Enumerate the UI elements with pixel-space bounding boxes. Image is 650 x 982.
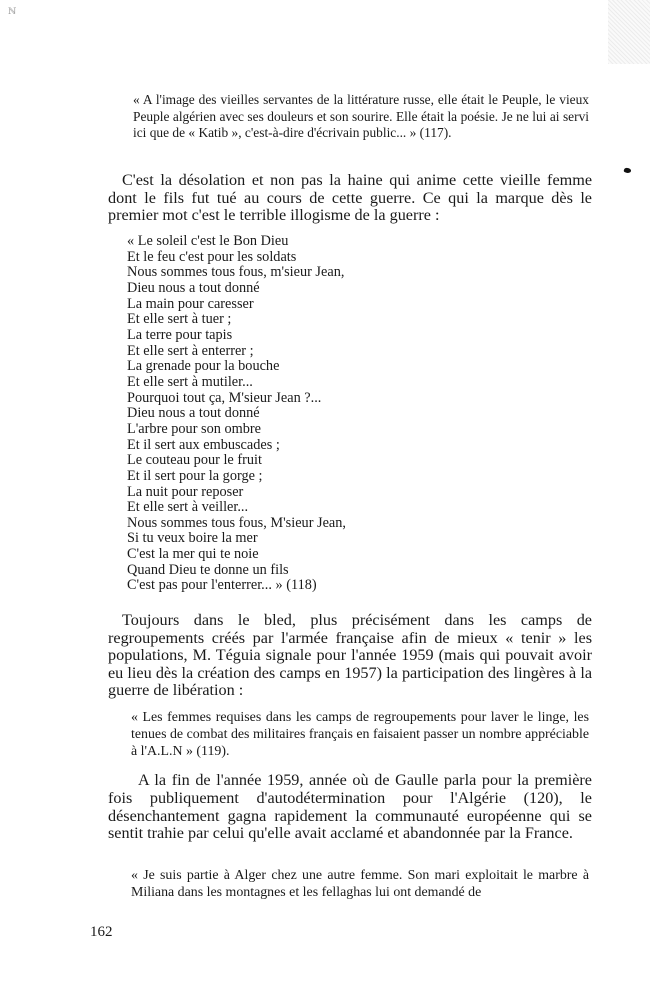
quote-2-citation: » (119). — [182, 743, 230, 759]
poem-line: Dieu nous a tout donné — [127, 405, 260, 422]
quote-2-acronym: A.L.N — [147, 743, 183, 759]
ink-speck — [623, 167, 631, 174]
paragraph-1: C'est la désolation et non pas la haine qui anime cette vieille femme dont le fils fut tué au cours de cette guerre. Ce qui la marque dès le premier mot c'est le terrible illogisme de la guerre : — [108, 171, 592, 225]
quote-intro: « A l'image des vieilles servantes de la littérature russe, elle était le Peuple, le vieux Peuple algérien avec ses douleurs et son sourire. Elle était la poésie. Je ne lui ai servi ici que de « Katib », c'est-à-dire d'écrivain public... » (117). — [133, 92, 589, 140]
scan-edge-artifact — [608, 0, 650, 64]
poem-line: Et il sert aux embuscades ; — [127, 436, 280, 453]
poem-line: Et il sert pour la gorge ; — [127, 467, 263, 484]
poem-line: Et elle sert à tuer ; — [127, 311, 232, 328]
poem-line: Quand Dieu te donne un fils — [127, 561, 289, 578]
poem-line: La terre pour tapis — [127, 326, 233, 343]
scan-mark: ℕ — [8, 6, 17, 16]
poem-line: C'est la mer qui te noie — [127, 546, 259, 563]
poem-line: La nuit pour reposer — [127, 483, 244, 500]
poem-quote — [127, 234, 587, 594]
quote-2-text: « Les femmes requises dans les camps de regroupements pour laver le linge, les tenues de combat des militaires français en faisaient passer un nombre appréciable à l' — [131, 710, 589, 759]
poem-line: Dieu nous a tout donné — [127, 279, 260, 296]
poem-line: Nous sommes tous fous, m'sieur Jean, — [127, 264, 345, 281]
quote-2 — [131, 710, 589, 760]
poem-line: Nous sommes tous fous, M'sieur Jean, — [127, 514, 347, 531]
page-number: 162 — [90, 924, 113, 940]
poem-line: Et le feu c'est pour les soldats — [127, 248, 297, 265]
poem-line: Et elle sert à enterrer ; — [127, 342, 254, 359]
poem-line: Le couteau pour le fruit — [127, 452, 262, 469]
poem-line: Pourquoi tout ça, M'sieur Jean ?... — [127, 389, 322, 406]
poem-line: L'arbre pour son ombre — [127, 420, 261, 437]
poem-line: Si tu veux boire la mer — [127, 530, 258, 547]
poem-line: Et elle sert à veiller... — [127, 499, 249, 516]
paragraph-3: A la fin de l'année 1959, année où de Gaulle parla pour la première fois publiquement d'autodétermination pour l'Algérie (120), le désenchantement gagna rapidement la communauté européenne qui se sentit trahie par celui qu'elle avait acclamé et abandonnée par la France. — [108, 771, 592, 843]
poem-line: C'est pas pour l'enterrer... » (118) — [127, 577, 317, 594]
poem-line: « Le soleil c'est le Bon Dieu — [127, 233, 289, 249]
quote-3: « Je suis partie à Alger chez une autre femme. Son mari exploitait le marbre à Miliana dans les montagnes et les fellaghas lui ont demandé de — [131, 868, 589, 900]
poem-line: La main pour caresser — [127, 295, 254, 312]
poem-line: Et elle sert à mutiler... — [127, 373, 253, 390]
paragraph-2: Toujours dans le bled, plus précisément dans les camps de regroupements créés par l'armée française afin de mieux « tenir » les populations, M. Téguia signale pour l'année 1959 (mais qui pouvait avoir eu lieu dès la création des camps en 1957) la participation des lingères à la guerre de libération : — [108, 611, 592, 699]
poem-line: La grenade pour la bouche — [127, 358, 280, 375]
